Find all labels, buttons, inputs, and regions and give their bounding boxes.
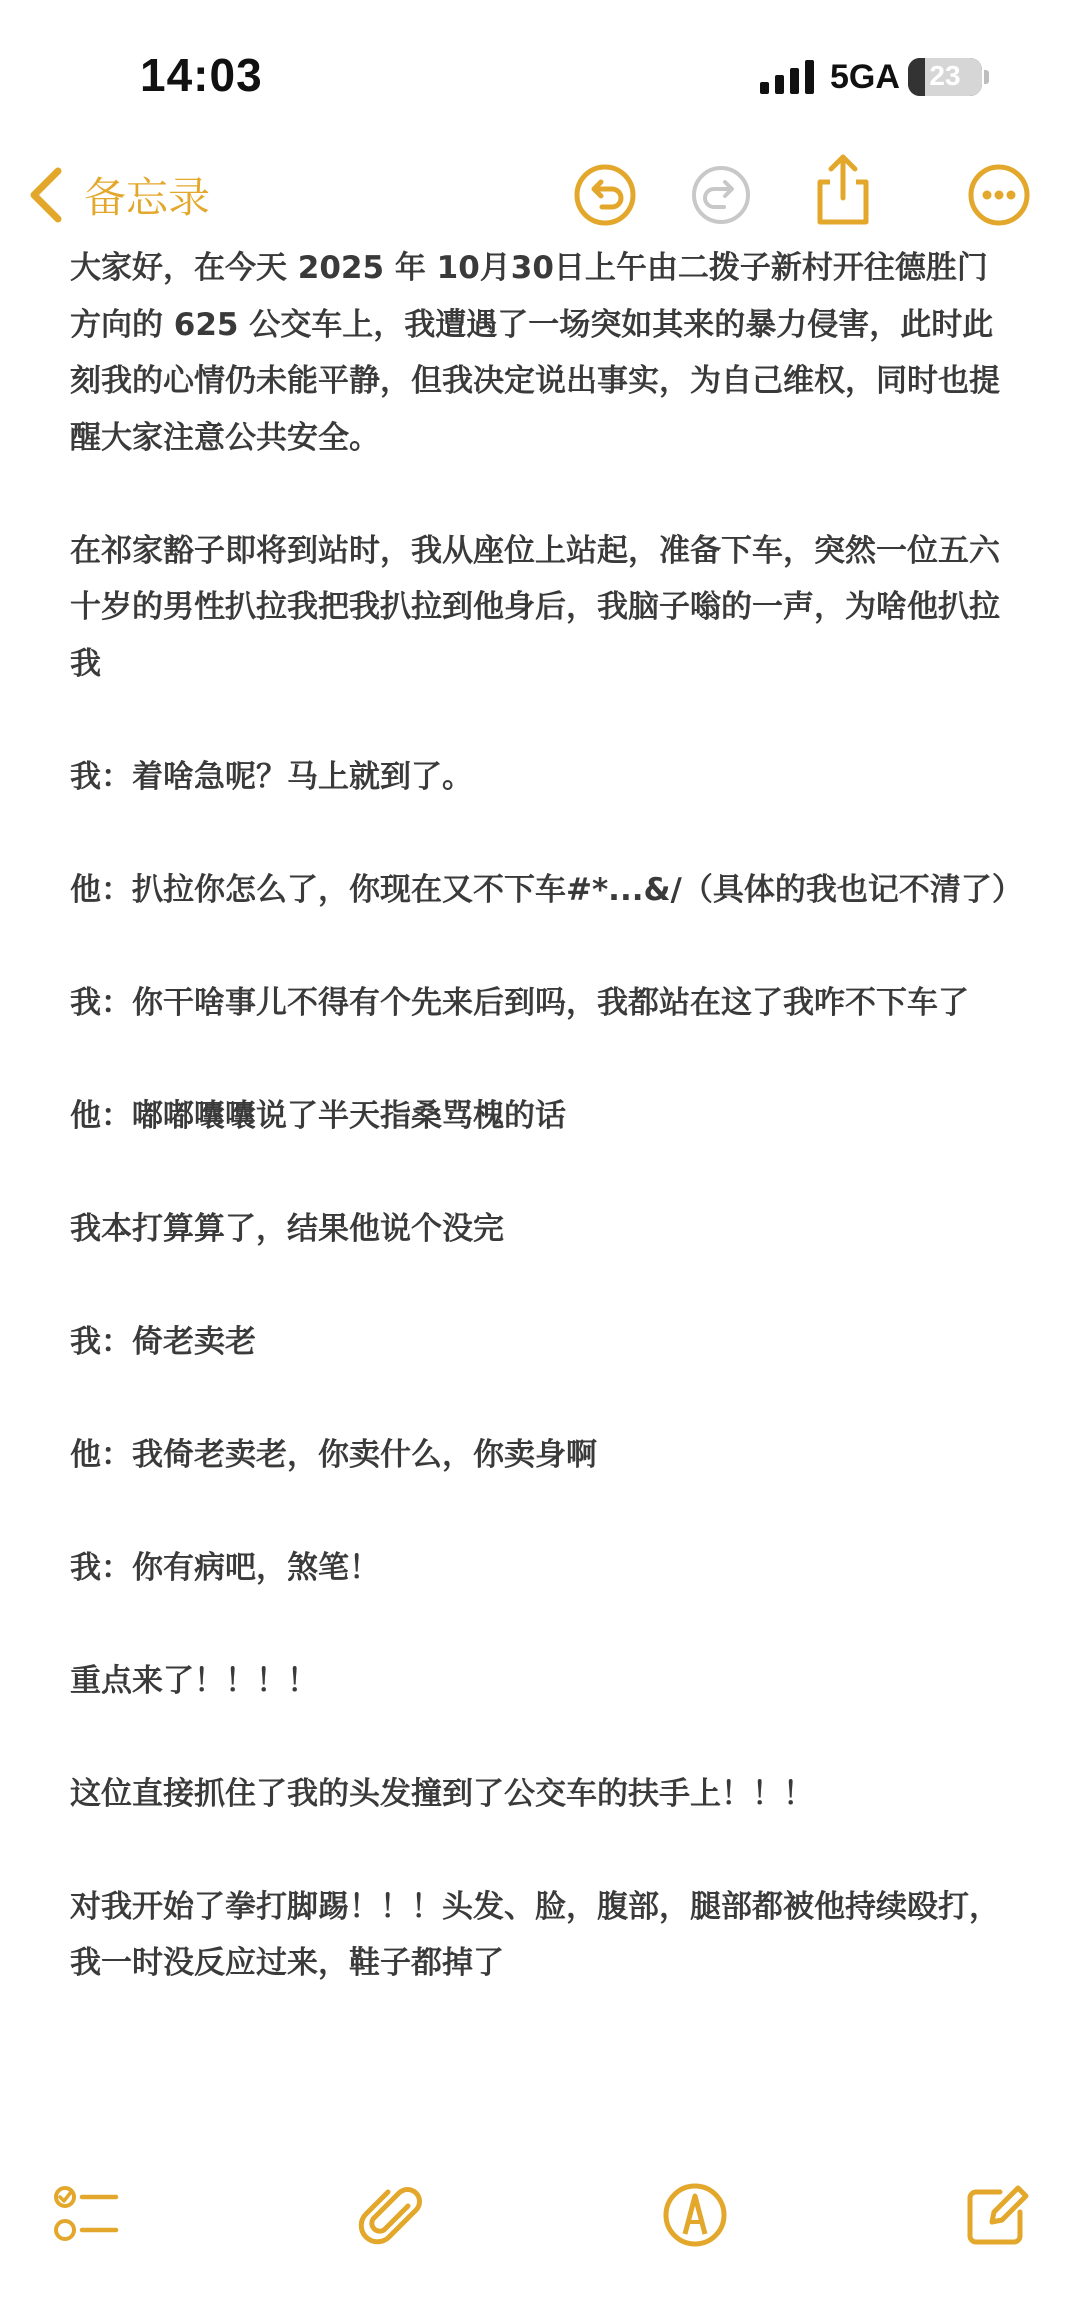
note-body[interactable]: [70, 240, 1023, 2048]
checklist-icon[interactable]: [52, 2180, 122, 2250]
chevron-left-icon: [28, 167, 64, 223]
compose-icon[interactable]: [962, 2180, 1032, 2250]
status-time: 14:03: [140, 49, 263, 101]
undo-icon[interactable]: [572, 162, 638, 228]
note-paragraph: 大家好，在今天 2025 年 10月30日上午由二拨子新村开往德胜门方向的 625 公交车上，我遭遇了一场突如其来的暴力侵害，此时此刻我的心情仍未能平静，但我决定说出事实，为自己维权，同时也提醒大家注意公共安全。: [70, 250, 1000, 456]
attachment-icon[interactable]: [356, 2180, 426, 2250]
nav-bar: [0, 150, 1080, 240]
more-icon[interactable]: [966, 162, 1032, 228]
note-paragraph: 他：嘟嘟囔囔说了半天指桑骂槐的话: [70, 1097, 566, 1134]
back-button[interactable]: [28, 160, 210, 230]
note-paragraph: 他：扒拉你怎么了，你现在又不下车#*...&/（具体的我也记不清了）: [70, 871, 1023, 908]
battery-level: 23: [929, 60, 961, 91]
battery-tip: [984, 70, 989, 84]
redo-icon[interactable]: [688, 162, 754, 228]
toolbar-background: [0, 2090, 1080, 2307]
battery-icon: [908, 58, 982, 96]
note-paragraph: 我：你干啥事儿不得有个先来后到吗，我都站在这了我咋不下车了: [70, 984, 969, 1021]
network-type: 5GA: [830, 58, 900, 96]
note-paragraph: 我：着啥急呢？马上就到了。: [70, 758, 473, 795]
signal-icon: [760, 60, 816, 94]
note-paragraph: 我：倚老卖老: [70, 1323, 256, 1360]
note-paragraph: 我：你有病吧，煞笔！: [70, 1549, 380, 1586]
note-paragraph: 对我开始了拳打脚踢！！！头发、脸，腹部，腿部都被他持续殴打，我一时没反应过来，鞋子都掉了: [70, 1888, 1000, 1981]
note-paragraph: 他：我倚老卖老，你卖什么，你卖身啊: [70, 1436, 597, 1473]
note-paragraph: 这位直接抓住了我的头发撞到了公交车的扶手上！！！: [70, 1775, 814, 1812]
share-icon[interactable]: [810, 152, 876, 228]
status-bar: [0, 0, 1080, 150]
note-paragraph: 在祁家豁子即将到站时，我从座位上站起，准备下车，突然一位五六十岁的男性扒拉我把我扒拉到他身后，我脑子嗡的一声，为啥他扒拉我: [70, 532, 1000, 682]
markup-icon[interactable]: [660, 2180, 730, 2250]
note-paragraph: 重点来了！！！！: [70, 1662, 318, 1699]
back-label: 备忘录: [84, 173, 211, 222]
note-paragraph: 我本打算算了，结果他说个没完: [70, 1210, 504, 1247]
